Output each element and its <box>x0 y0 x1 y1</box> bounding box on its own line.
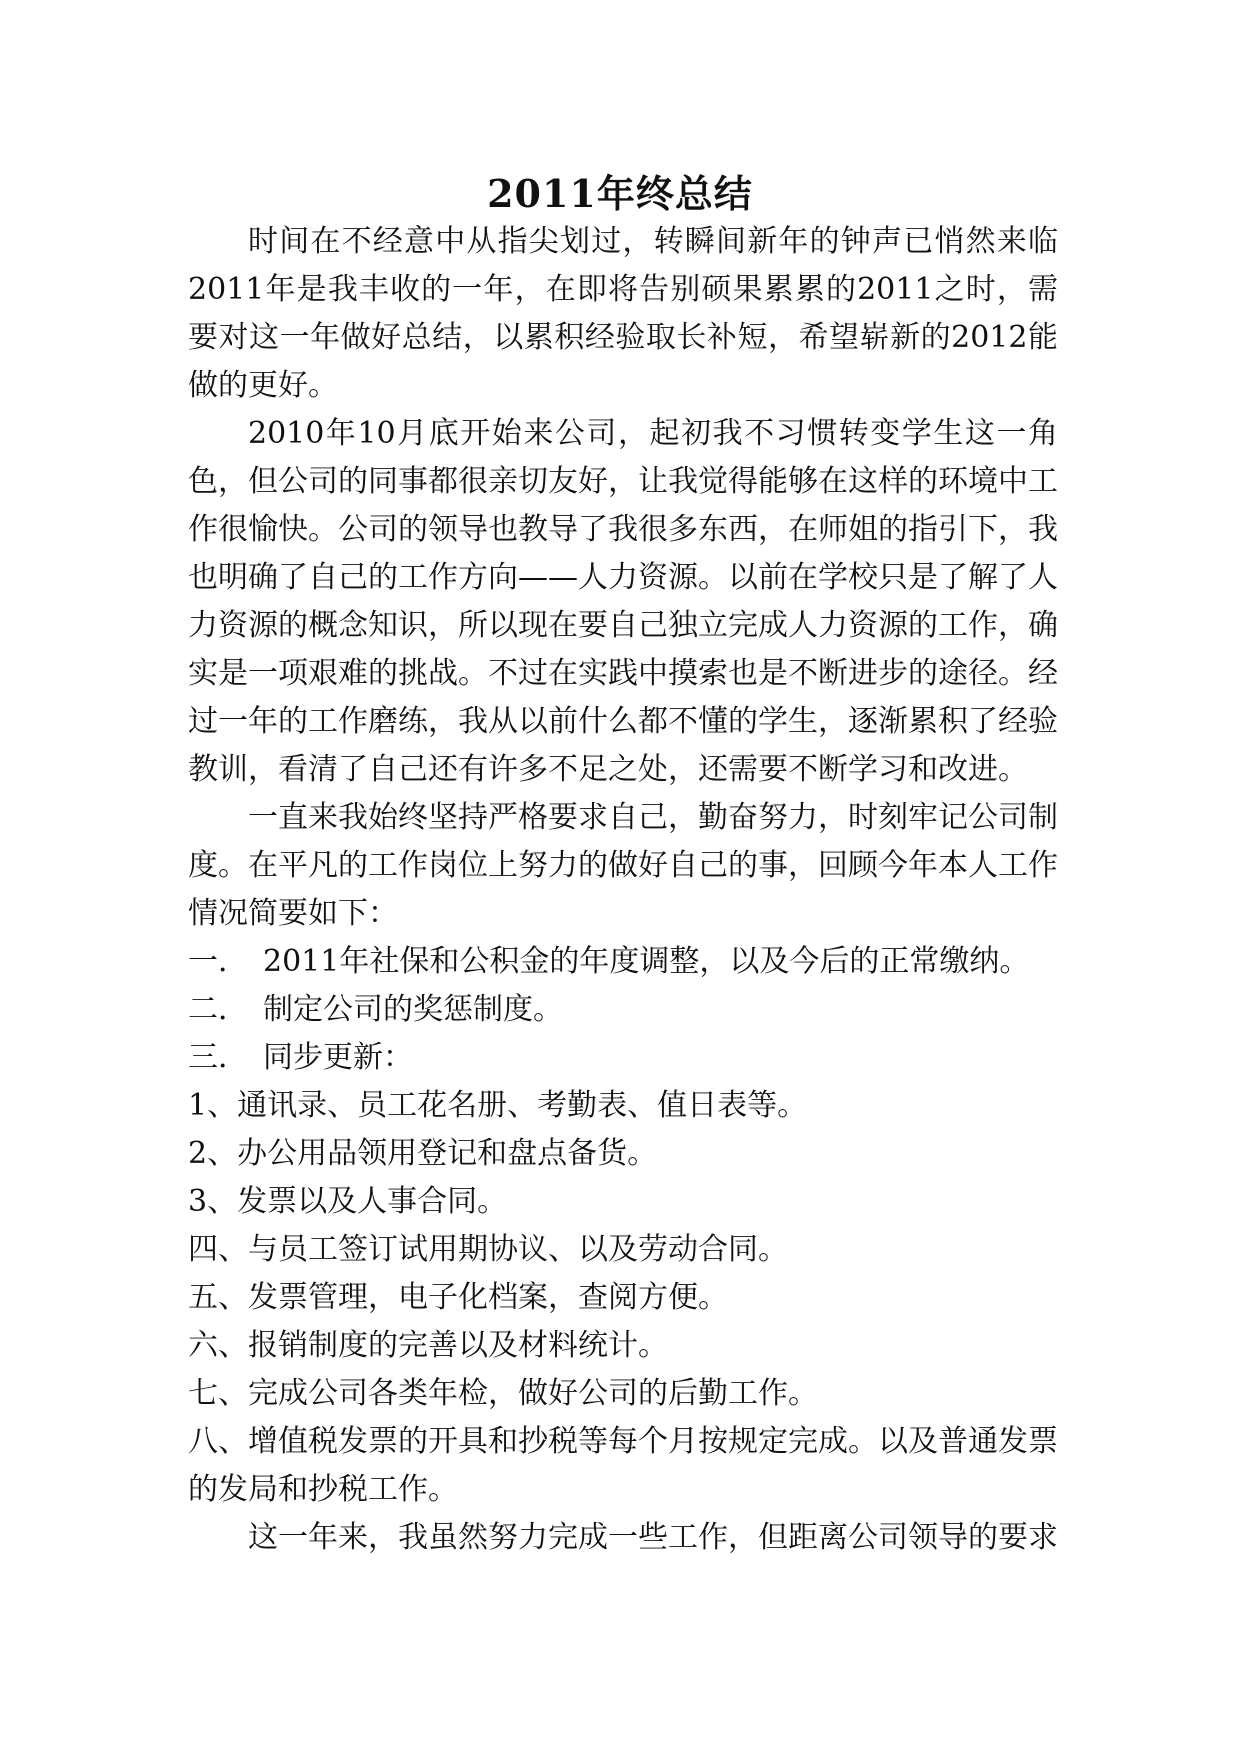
list-text: 同步更新： <box>263 1040 413 1075</box>
paragraph-background: 2010年10月底开始来公司，起初我不习惯转变学生这一角色，但公司的同事都很亲切友好，让我觉得能够在这样的环境中工作很愉快。公司的领导也教导了我很多东西，在师姐的指引下，我也明确了自己的工作方向——人力资源。以前在学校只是了解了人力资源的概念知识，所以现在要自己独立完成人力资源的工作，确实是一项艰难的挑战。不过在实践中摸索也是不断进步的途径。经过一年的工作磨练，我从以前什么都不懂的学生，逐渐累积了经验教训，看清了自己还有许多不足之处，还需要不断学习和改进。 <box>188 416 1058 787</box>
paragraph-closing: 这一年来，我虽然努力完成一些工作，但距离公司领导的要求 <box>248 1520 1058 1555</box>
list-number: 二． <box>188 992 248 1027</box>
document-body <box>188 218 1058 1562</box>
list-item-2 <box>188 986 1058 1034</box>
list-item-1 <box>188 938 1058 986</box>
document-title: 2011年终总结 <box>487 171 753 216</box>
paragraph-summary-lead: 一直来我始终坚持严格要求自己，勤奋努力，时刻牢记公司制度。在平凡的工作岗位上努力的做好自己的事，回顾今年本人工作情况简要如下： <box>188 800 1058 931</box>
list-item-4: 四、与员工签订试用期协议、以及劳动合同。 <box>188 1232 788 1267</box>
list-item-7: 七、完成公司各类年检，做好公司的后勤工作。 <box>188 1376 818 1411</box>
list-item-8: 八、增值税发票的开具和抄税等每个月按规定完成。以及普通发票的发局和抄税工作。 <box>188 1424 1058 1507</box>
paragraph-intro: 时间在不经意中从指尖划过，转瞬间新年的钟声已悄然来临2011年是我丰收的一年，在即将告别硕果累累的2011之时，需要对这一年做好总结，以累积经验取长补短，希望崭新的2012能做的更好。 <box>188 224 1058 403</box>
list-number: 一． <box>188 944 248 979</box>
list-text: 2011年社保和公积金的年度调整，以及今后的正常缴纳。 <box>263 944 1030 979</box>
sub-item-3: 3、发票以及人事合同。 <box>188 1184 508 1219</box>
sub-item-2: 2、办公用品领用登记和盘点备货。 <box>188 1136 658 1171</box>
list-number: 三． <box>188 1040 248 1075</box>
list-item-3 <box>188 1034 1058 1082</box>
list-text: 制定公司的奖惩制度。 <box>263 992 563 1027</box>
list-item-6: 六、报销制度的完善以及材料统计。 <box>188 1328 668 1363</box>
list-item-5: 五、发票管理，电子化档案，查阅方便。 <box>188 1280 728 1315</box>
sub-item-1: 1、通讯录、员工花名册、考勤表、值日表等。 <box>188 1088 808 1123</box>
